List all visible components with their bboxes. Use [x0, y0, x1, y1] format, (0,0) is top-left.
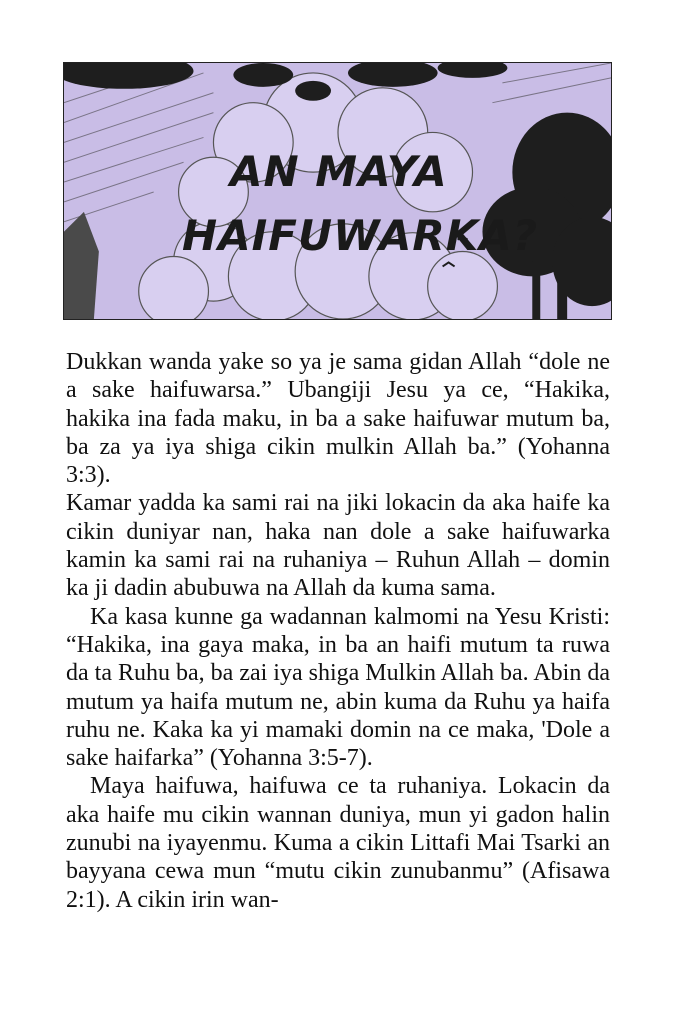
paragraph-3: Ka kasa kunne ga wadannan kalmomi na Yesu Kristi: “Hakika, ina gaya maka, in ba an haifi mutum ta ruwa da ta Ruhu ba, ba zai iya shiga Mulkin Allah ba. Abin da mutum ya haifa mutum ne, abin kuma da Ruhu ya haifa ruhu ne. Kaka ka yi mamaki domin na ce maka, 'Dole a sake haifarka” (Yohanna 3:5-7). — [66, 603, 610, 772]
paragraph-4: Maya haifuwa, haifuwa ce ta ruhaniya. Lokacin da aka haife mu cikin wannan duniya, mun yi gadon halin zunubi na iyayenmu. Kuma a cikin Littafi Mai Tsarki an bayyana cewa mun “mutu cikin zunubanmu” (Afisawa 2:1). A cikin irin wan- — [66, 773, 610, 913]
body-text — [66, 348, 610, 914]
paragraph-2: Kamar yadda ka sami rai na jiki lokacin da aka haife ka cikin duniyar nan, haka nan dole a sake haifuwarka kamin ka sami rai na ruhaniya – Ruhun Allah – domin ka ji dadin abubuwa na Allah da kuma sama. — [66, 490, 610, 602]
header-illustration — [63, 62, 612, 320]
headline — [64, 63, 611, 319]
paragraph-1: Dukkan wanda yake so ya je sama gidan Allah “dole ne a sake haifuwarsa.” Ubangiji Jesu ya ce, “Hakika, hakika ina fada maku, in ba a sake haifuwar mutum ba, ba za ya iya shiga cikin mulkin Allah ba.” (Yohanna 3:3). — [66, 349, 610, 489]
headline-line-1: AN MAYA — [230, 147, 448, 196]
headline-line-2: HAIFUWARKA? — [182, 211, 539, 260]
